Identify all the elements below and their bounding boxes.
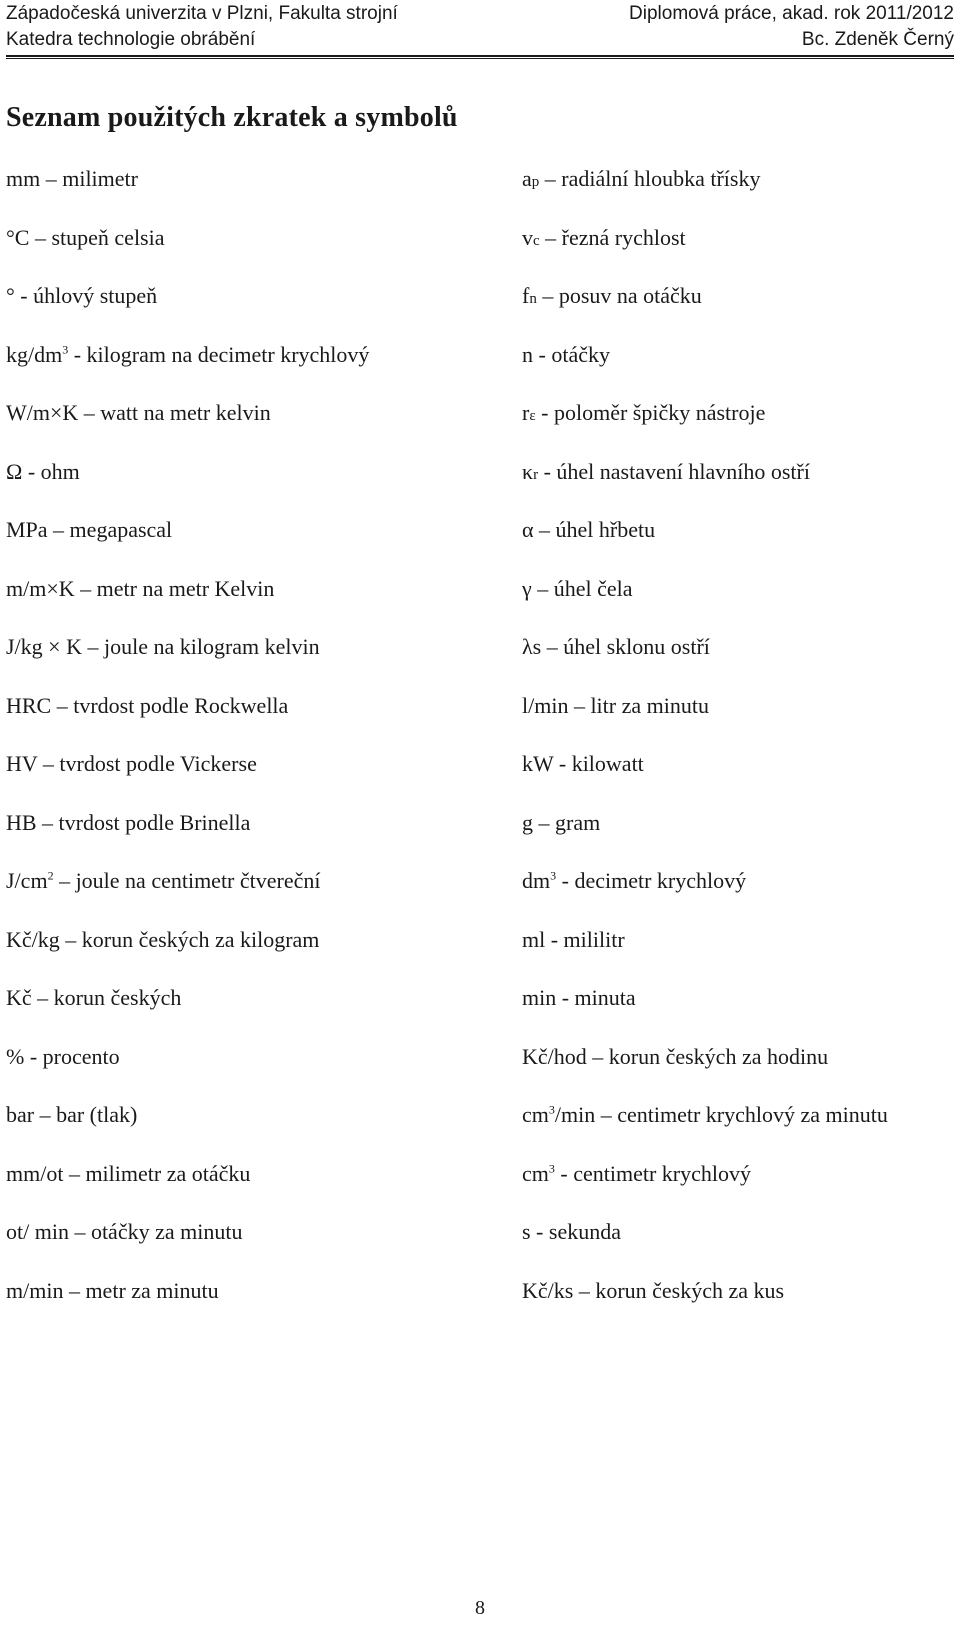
abbreviation-entry <box>522 1159 952 1218</box>
header-divider-thin <box>6 58 954 59</box>
abbreviation-entry <box>522 223 952 282</box>
abbreviation-entry <box>6 398 506 457</box>
header-row-top <box>6 2 954 26</box>
entry-text: λs – úhel sklonu ostří <box>522 634 710 659</box>
abbreviation-entry <box>6 281 506 340</box>
entry-text: min - minuta <box>522 985 636 1010</box>
header-author: Bc. Zdeněk Černý <box>801 29 954 50</box>
entry-symbol: J/cm <box>6 868 48 893</box>
header-department: Katedra technologie obrábění <box>6 29 256 50</box>
abbreviations-left-column <box>6 164 506 1334</box>
abbreviation-entry <box>522 340 952 399</box>
abbreviation-entry <box>522 164 952 223</box>
abbreviation-entry <box>6 1159 506 1218</box>
abbreviation-entry <box>6 340 506 399</box>
entry-text: ° - úhlový stupeň <box>6 283 158 308</box>
entry-superscript: 3 <box>62 342 69 357</box>
entry-text: ot/ min – otáčky za minutu <box>6 1219 243 1244</box>
entry-text: mm/ot – milimetr za otáčku <box>6 1160 251 1186</box>
abbreviation-entry <box>6 691 506 750</box>
entry-symbol: a <box>522 166 532 191</box>
entry-text: HRC – tvrdost podle Rockwella <box>6 692 289 718</box>
entry-text: MPa – megapascal <box>6 517 173 542</box>
abbreviation-entry <box>6 223 506 282</box>
header-divider <box>6 55 954 57</box>
entry-text: s - sekunda <box>522 1219 621 1244</box>
abbreviation-entry <box>6 808 506 867</box>
entry-symbol: cm <box>522 1160 549 1186</box>
entry-description: - úhel nastavení hlavního ostří <box>538 458 810 484</box>
abbreviation-entry <box>522 515 952 574</box>
entry-superscript: 3 <box>548 1102 555 1117</box>
entry-description: – posuv na otáčku <box>536 283 702 308</box>
abbreviation-entry <box>6 749 506 808</box>
abbreviation-entry <box>522 1217 952 1276</box>
abbreviation-entry <box>6 1217 506 1276</box>
entry-text: °C – stupeň celsia <box>6 224 165 250</box>
abbreviation-entry <box>522 632 952 691</box>
page-title: Seznam použitých zkratek a symbolů <box>6 102 458 133</box>
entry-subscript: r <box>533 466 539 483</box>
abbreviation-entry <box>6 1276 506 1335</box>
entry-text: γ – úhel čela <box>522 575 633 601</box>
abbreviation-entry <box>6 1042 506 1101</box>
entry-subscript: ε <box>529 408 536 424</box>
abbreviation-entry <box>522 866 952 925</box>
abbreviation-entry <box>522 691 952 750</box>
page-number: 8 <box>475 1597 485 1619</box>
entry-symbol: dm <box>522 868 551 893</box>
entry-text: HV – tvrdost podle Vickerse <box>6 751 257 776</box>
entry-superscript: 3 <box>548 1161 555 1176</box>
entry-description: - decimetr krychlový <box>556 868 747 893</box>
entry-text: mm – milimetr <box>6 166 138 191</box>
entry-text: Kč/hod – korun českých za hodinu <box>522 1043 829 1069</box>
entry-superscript: 3 <box>550 868 557 883</box>
entry-text: α – úhel hřbetu <box>522 517 656 542</box>
entry-description: – řezná rychlost <box>539 224 686 250</box>
abbreviation-entry <box>522 1042 952 1101</box>
entry-text: n - otáčky <box>522 341 610 367</box>
entry-superscript: 2 <box>47 868 54 883</box>
abbreviation-entry <box>6 457 506 516</box>
abbreviation-entry <box>522 1276 952 1335</box>
entry-symbol: f <box>522 283 530 308</box>
header-university: Západočeská univerzita v Plzni, Fakulta strojní <box>6 3 398 24</box>
abbreviation-entry <box>6 574 506 633</box>
entry-subscript: n <box>529 291 537 307</box>
entry-text: HB – tvrdost podle Brinella <box>6 809 251 835</box>
entry-text: Kč – korun českých <box>6 985 182 1010</box>
entry-text: m/m×K – metr na metr Kelvin <box>6 575 275 601</box>
header-row-bottom <box>6 28 954 52</box>
entry-text: m/min – metr za minutu <box>6 1277 219 1303</box>
entry-subscript: p <box>531 174 540 190</box>
entry-text: Kč/kg – korun českých za kilogram <box>6 926 320 952</box>
entry-text: ml - mililitr <box>522 926 625 952</box>
entry-text: J/kg × K – joule na kilogram kelvin <box>6 634 320 659</box>
header-thesis-info: Diplomová práce, akad. rok 2011/2012 <box>629 3 954 24</box>
entry-text: Kč/ks – korun českých za kus <box>522 1277 785 1303</box>
entry-text: W/m×K – watt na metr kelvin <box>6 400 271 425</box>
entry-description: - poloměr špičky nástroje <box>535 400 766 425</box>
entry-subscript: c <box>533 232 540 249</box>
entry-description: – radiální hloubka třísky <box>539 166 761 191</box>
entry-symbol: cm <box>522 1102 549 1127</box>
entry-text: g – gram <box>522 809 601 835</box>
abbreviation-entry <box>6 632 506 691</box>
abbreviation-entry <box>6 515 506 574</box>
entry-text: bar – bar (tlak) <box>6 1102 138 1127</box>
entry-description: - kilogram na decimetr krychlový <box>68 341 370 367</box>
entry-text: kW - kilowatt <box>522 751 644 776</box>
abbreviation-entry <box>6 866 506 925</box>
abbreviation-entry <box>6 1100 506 1159</box>
entry-description: /min – centimetr krychlový za minutu <box>554 1102 888 1127</box>
abbreviation-entry <box>522 983 952 1042</box>
entry-text: % - procento <box>6 1043 120 1069</box>
entry-symbol: kg/dm <box>6 341 63 367</box>
entry-symbol: r <box>522 400 530 425</box>
abbreviation-entry <box>522 808 952 867</box>
abbreviation-entry <box>522 574 952 633</box>
entry-description: - centimetr krychlový <box>554 1160 751 1186</box>
entry-text: Ω - ohm <box>6 458 80 484</box>
abbreviation-entry <box>522 1100 952 1159</box>
abbreviation-entry <box>6 164 506 223</box>
abbreviation-entry <box>6 925 506 984</box>
entry-description: – joule na centimetr čtvereční <box>53 868 321 893</box>
abbreviations-right-column <box>522 164 952 1334</box>
abbreviation-entry <box>522 925 952 984</box>
abbreviation-entry <box>522 749 952 808</box>
abbreviation-entry <box>522 457 952 516</box>
abbreviation-entry <box>522 398 952 457</box>
abbreviation-entry <box>6 983 506 1042</box>
abbreviation-entry <box>522 281 952 340</box>
entry-symbol: v <box>522 224 533 250</box>
entry-text: l/min – litr za minutu <box>522 692 709 718</box>
entry-symbol: κ <box>522 458 534 484</box>
